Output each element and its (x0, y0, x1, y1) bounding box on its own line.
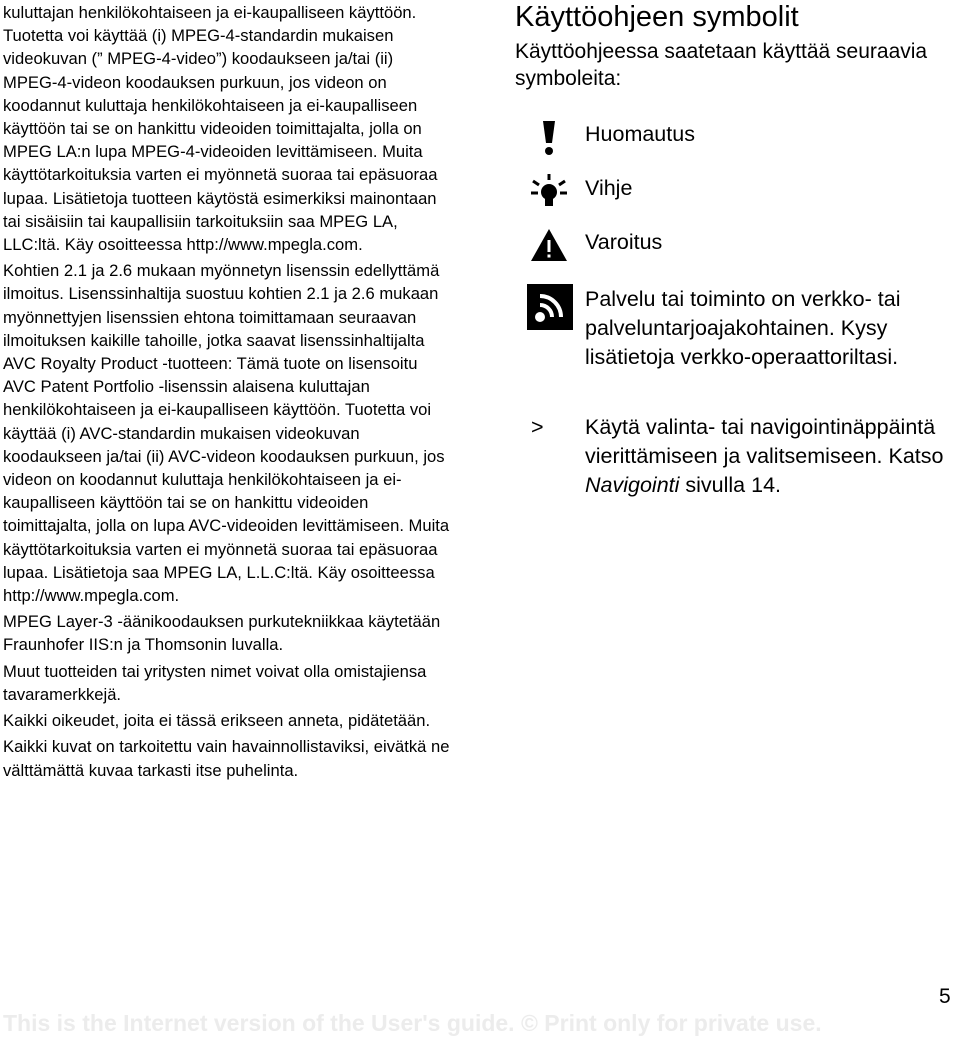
symbol-label-network: Palvelu tai toiminto on verkko- tai palveluntarjoajakohtainen. Kysy lisätietoja verkko-operaattoriltasi. (585, 287, 901, 369)
footer-watermark: This is the Internet version of the User's guide. © Print only for private use. (3, 1010, 822, 1036)
section-intro: Käyttöohjeessa saatetaan käyttää seuraavia symboleita: (515, 40, 928, 90)
warning-triangle-icon (529, 226, 569, 266)
trademark-paragraph: Muut tuotteiden tai yritysten nimet voivat olla omistajiensa tavaramerkkejä. (3, 661, 427, 704)
license-text-column (3, 1, 451, 782)
exclamation-icon (529, 118, 569, 158)
mpeg4-license-paragraph: kuluttajan henkilökohtaiseen ja ei-kaupalliseen käyttöön. Tuotetta voi käyttää (i) MPEG-4-standardin mukaisen videokuvan (” MPEG-4-video”) koodaukseen ja/tai (ii) MPEG-4-videon koodauksen purkuun, jos videon on koodannut kuluttaja henkilökohtaiseen ja ei-kaupalliseen käyttöön tai se on hankittu videoiden toimittajalta, jolla on MPEG LA:n lupa MPEG-4-videoiden levittämiseen. Muita käyttötarkoituksia varten ei myönnetä suoraa tai epäsuoraa lupaa. Lisätietoja tuotteen käytöstä esimerkiksi mainontaan tai sisäisiin tai kaupallisiin tarkoituksiin saa MPEG LA, LLC:ltä. Käy osoitteessa http://www.mpegla.com. (3, 3, 438, 255)
illustration-disclaimer-paragraph: Kaikki kuvat on tarkoitettu vain havainnollistaviksi, eivätkä ne välttämättä kuvaa tarkasti itse puhelinta. (3, 737, 450, 780)
navigation-text: Käytä valinta- tai navigointinäppäintä vierittämiseen ja valitsemiseen. Katso (585, 415, 944, 468)
navigation-arrow-icon: > (531, 415, 544, 439)
symbol-label-navigation (585, 413, 955, 500)
mp3-license-paragraph: MPEG Layer-3 -äänikoodauksen purkutekniikkaa käytetään Fraunhofer IIS:n ja Thomsonin luvalla. (3, 612, 441, 655)
network-service-icon (527, 284, 573, 330)
lightbulb-icon (529, 172, 569, 212)
navigation-page-ref: sivulla 14. (679, 473, 782, 497)
symbols-section (515, 0, 955, 497)
page-number: 5 (939, 985, 951, 1008)
navigation-link-title: Navigointi (585, 473, 680, 497)
symbol-label-note: Huomautus (585, 122, 695, 146)
symbol-label-tip: Vihje (585, 176, 633, 200)
avc-license-paragraph: Kohtien 2.1 ja 2.6 mukaan myönnetyn lisenssin edellyttämä ilmoitus. Lisenssinhaltija suostuu kohtien 2.1 ja 2.6 mukaan myönnettyjen lisenssien ehtona toimittamaan seuraavan ilmoituksen kaikille tahoille, jotka saavat lisenssinhaltijalta AVC Royalty Product -tuotteen: Tämä tuote on lisensoitu AVC Patent Portfolio -lisenssin alaisena kuluttajan henkilökohtaiseen ja ei-kaupalliseen käyttöön. Tuotetta voi käyttää (i) AVC-standardin mukaisen videokuvan koodaukseen ja/tai (ii) AVC-videon koodauksen purkuun, jos videon on koodannut kuluttaja henkilökohtaiseen ja ei-kaupalliseen käyttöön tai se on hankittu videoiden toimittajalta, jolla on lupa AVC-videoiden levittämiseen. Muita käyttötarkoituksia varten ei myönnetä suoraa tai epäsuoraa lupaa. Lisätietoja saa MPEG LA, L.L.C:ltä. Käy osoitteessa http://www.mpegla.com. (3, 261, 450, 606)
symbol-label-warning: Varoitus (585, 230, 663, 254)
section-title: Käyttöohjeen symbolit (515, 1, 799, 33)
rights-reserved-paragraph: Kaikki oikeudet, joita ei tässä erikseen anneta, pidätetään. (3, 711, 431, 731)
